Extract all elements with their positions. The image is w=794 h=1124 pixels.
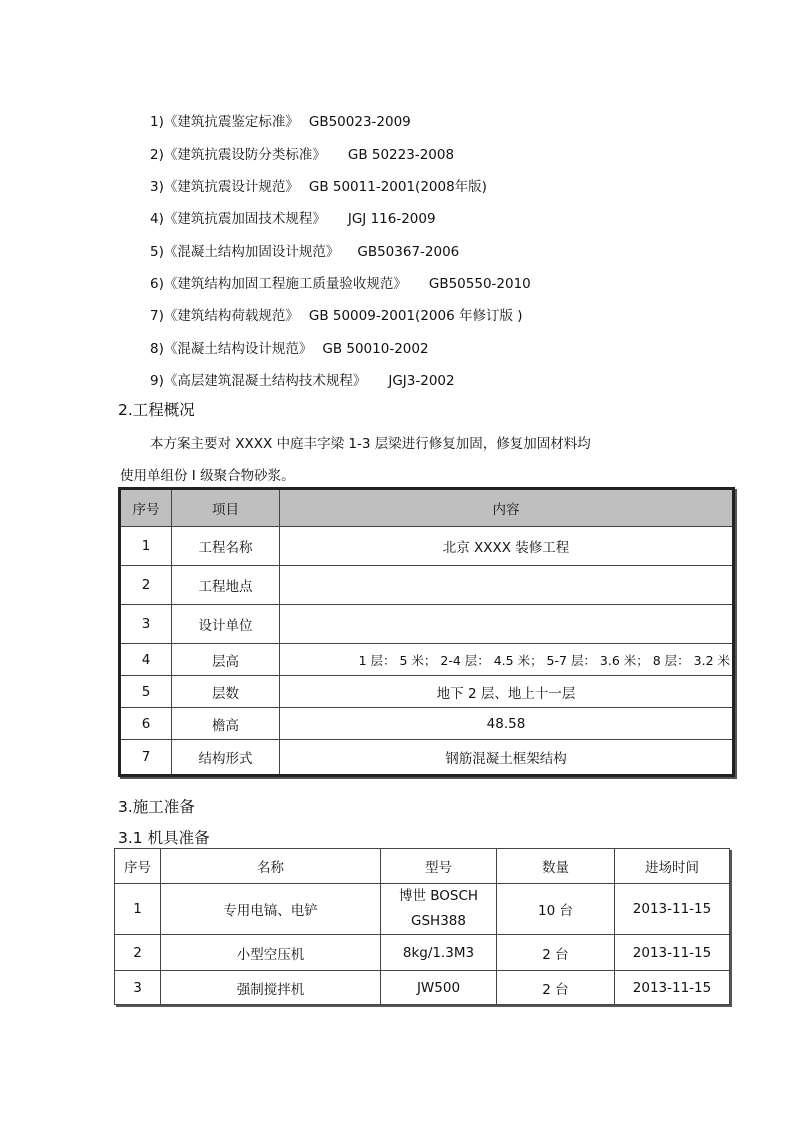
table-cell: 小型空压机 [161, 935, 381, 971]
table-header-row [120, 489, 734, 527]
table-cell [280, 566, 734, 605]
table-cell: 专用电镐、电铲 [161, 884, 381, 935]
table-row [120, 740, 734, 776]
standard-item [150, 369, 455, 389]
standard-code: GB50367-2006 [357, 244, 460, 260]
standard-code: GB 50010-2002 [322, 341, 429, 357]
item-number: 4) [150, 211, 164, 227]
table-cell: 2013-11-15 [615, 935, 730, 971]
standard-code: JGJ3-2002 [388, 373, 455, 389]
table-row [120, 708, 734, 740]
table-cell: JW500 [381, 971, 497, 1005]
standard-item [150, 337, 429, 357]
column-header: 型号 [381, 849, 497, 884]
table-row [115, 971, 730, 1005]
standard-item [150, 240, 459, 260]
table-cell: 檐高 [172, 708, 280, 740]
table-cell: 层数 [172, 676, 280, 708]
item-number: 3) [150, 179, 164, 195]
column-header: 序号 [115, 849, 161, 884]
standard-code: GB 50009-2001(2006 年修订版 ) [308, 308, 523, 324]
table-cell: 4 [120, 644, 172, 676]
column-header: 进场时间 [615, 849, 730, 884]
table-cell: 钢筋混凝土框架结构 [280, 740, 734, 776]
item-number: 8) [150, 341, 164, 357]
table-cell: 7 [120, 740, 172, 776]
section-heading: 2.工程概况 [118, 401, 195, 419]
equipment-table [114, 848, 730, 1005]
table-cell: 设计单位 [172, 605, 280, 644]
table-cell: 3 [115, 971, 161, 1005]
item-number: 5) [150, 244, 164, 260]
table-cell: 2013-11-15 [615, 971, 730, 1005]
table-cell: 结构形式 [172, 740, 280, 776]
table-row [120, 605, 734, 644]
model-line: GSH388 [411, 913, 466, 929]
column-header: 名称 [161, 849, 381, 884]
table-cell: 1 层： 5 米； 2-4 层： 4.5 米； 5-7 层： 3.6 米； 8 层： 3.2 米 [280, 644, 734, 676]
table-cell: 2013-11-15 [615, 884, 730, 935]
standard-item [150, 110, 411, 130]
table-cell: 层高 [172, 644, 280, 676]
table-cell: 48.58 [280, 708, 734, 740]
column-header: 项目 [172, 489, 280, 527]
standard-title: 《建筑结构荷载规范》 [163, 308, 299, 324]
table-cell: 1 [115, 884, 161, 935]
item-number: 6) [150, 276, 164, 292]
table-header-row [115, 849, 730, 884]
table-cell: 2 台 [497, 935, 615, 971]
table-cell: 2 台 [497, 971, 615, 1005]
table-row [120, 676, 734, 708]
column-header: 序号 [120, 489, 172, 527]
standard-item [150, 175, 487, 195]
sub-heading: 3.1 机具准备 [118, 829, 210, 847]
table-row [115, 884, 730, 935]
table-cell: 1 [120, 527, 172, 566]
overview-paragraph-line: 本方案主要对 XXXX 中庭丰字梁 1-3 层梁进行修复加固，修复加固材料均 [150, 436, 591, 452]
standard-title: 《建筑抗震设计规范》 [163, 179, 299, 195]
table-cell: 工程名称 [172, 527, 280, 566]
standard-code: GB50550-2010 [428, 276, 531, 292]
section-heading: 3.施工准备 [118, 798, 195, 816]
standard-item [150, 272, 531, 292]
standard-code: GB50023-2009 [308, 114, 411, 130]
table-cell: 5 [120, 676, 172, 708]
table-cell: 3 [120, 605, 172, 644]
table-cell: 2 [115, 935, 161, 971]
standard-title: 《建筑抗震设防分类标准》 [163, 147, 326, 163]
table-cell: 2 [120, 566, 172, 605]
overview-paragraph-line: 使用单组份 I 级聚合物砂浆。 [120, 468, 295, 484]
standard-title: 《建筑抗震加固技术规程》 [163, 211, 326, 227]
item-number: 2) [150, 147, 164, 163]
table-cell: 强制搅拌机 [161, 971, 381, 1005]
standard-code: GB 50011-2001(2008年版) [308, 179, 487, 195]
standard-title: 《混凝土结构加固设计规范》 [163, 244, 340, 260]
table-row [120, 644, 734, 676]
table-cell: 8kg/1.3M3 [381, 935, 497, 971]
project-overview-table [118, 487, 735, 777]
table-cell [280, 605, 734, 644]
table-cell: 6 [120, 708, 172, 740]
table-row [120, 566, 734, 605]
standard-item [150, 143, 454, 163]
column-header: 内容 [280, 489, 734, 527]
standard-title: 《建筑抗震鉴定标准》 [163, 114, 299, 130]
item-number: 9) [150, 373, 164, 389]
item-number: 1) [150, 114, 164, 130]
column-header: 数量 [497, 849, 615, 884]
standard-item [150, 304, 523, 324]
standard-item [150, 207, 436, 227]
table-cell [381, 884, 497, 935]
item-number: 7) [150, 308, 164, 324]
table-cell: 地下 2 层、地上十一层 [280, 676, 734, 708]
table-row [115, 935, 730, 971]
standard-code: GB 50223-2008 [347, 147, 455, 163]
standard-code: JGJ 116-2009 [347, 211, 436, 227]
table-cell: 工程地点 [172, 566, 280, 605]
standard-title: 《高层建筑混凝土结构技术规程》 [163, 373, 367, 389]
standard-title: 《建筑结构加固工程施工质量验收规范》 [163, 276, 407, 292]
table-row [120, 527, 734, 566]
table-cell: 10 台 [497, 884, 615, 935]
model-line: 博世 BOSCH [398, 888, 479, 904]
standard-title: 《混凝土结构设计规范》 [163, 341, 313, 357]
table-cell: 北京 XXXX 装修工程 [280, 527, 734, 566]
